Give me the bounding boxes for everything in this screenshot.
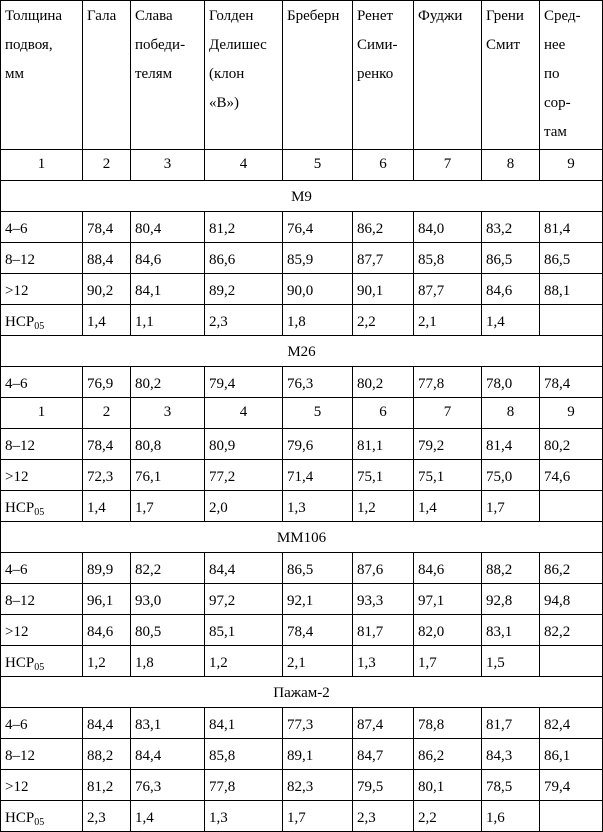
table-row [1,615,603,646]
value-cell: 88,2 [482,553,540,584]
header-line: «В») [209,95,239,111]
value-cell: 77,2 [205,460,283,491]
value-cell: 81,4 [540,212,603,243]
value-cell: 82,3 [283,770,353,801]
table-row [1,212,603,243]
value-cell: 72,3 [83,460,131,491]
value-cell: 71,4 [283,460,353,491]
value-cell: 83,1 [131,708,205,739]
value-cell: 1,8 [283,305,353,336]
hsr-label-subscript: 05 [34,321,45,332]
value-cell: 78,4 [83,429,131,460]
thickness-cell: 4–6 [1,212,83,243]
thickness-cell: 4–6 [1,708,83,739]
header-line: Грени [486,8,524,24]
table-row [1,553,603,584]
column-number-cell: 2 [83,150,131,181]
value-cell: 80,1 [414,770,482,801]
value-cell: 84,1 [205,708,283,739]
value-cell: 85,8 [414,243,482,274]
header-line: победи- [135,37,186,53]
value-cell: 78,8 [414,708,482,739]
table-row [1,274,603,305]
value-cell: 92,8 [482,584,540,615]
value-cell: 96,1 [83,584,131,615]
value-cell: 88,4 [83,243,131,274]
value-cell: 88,1 [540,274,603,305]
value-cell: 1,4 [414,491,482,522]
column-number-cell: 1 [1,150,83,181]
value-cell: 86,2 [353,212,414,243]
value-cell: 85,8 [205,739,283,770]
value-cell: 97,2 [205,584,283,615]
value-cell: 82,0 [414,615,482,646]
value-cell: 77,3 [283,708,353,739]
header-cell [205,1,283,150]
header-line: телям [135,66,173,82]
header-line: Слава [135,8,173,24]
hsr-row [1,646,603,677]
value-cell: 79,6 [283,429,353,460]
thickness-cell: 8–12 [1,429,83,460]
value-cell: 78,4 [540,367,603,398]
value-cell: 79,5 [353,770,414,801]
thickness-cell: 8–12 [1,243,83,274]
table-row [1,243,603,274]
rootstock-group-title: ММ106 [1,522,603,553]
value-cell: 1,8 [131,646,205,677]
value-cell: 76,3 [131,770,205,801]
rootstock-group-row [1,522,603,553]
value-cell [540,491,603,522]
hsr-label-subscript: 05 [34,507,45,518]
value-cell: 90,1 [353,274,414,305]
header-line: по [544,66,560,82]
value-cell: 84,4 [83,708,131,739]
column-number-cell: 5 [283,150,353,181]
value-cell: 84,7 [353,739,414,770]
value-cell: 97,1 [414,584,482,615]
value-cell: 81,1 [353,429,414,460]
hsr-label-cell [1,646,83,677]
value-cell: 1,4 [482,305,540,336]
value-cell: 86,5 [283,553,353,584]
value-cell: 77,8 [205,770,283,801]
value-cell: 81,2 [83,770,131,801]
table-body [1,1,603,832]
value-cell: 94,8 [540,584,603,615]
value-cell: 78,0 [482,367,540,398]
header-line: Ренет [357,8,394,24]
value-cell: 82,2 [131,553,205,584]
value-cell: 93,0 [131,584,205,615]
thickness-cell: 4–6 [1,553,83,584]
value-cell: 84,6 [414,553,482,584]
value-cell: 86,6 [205,243,283,274]
rootstock-group-title: М9 [1,181,603,212]
column-number-cell: 3 [131,398,205,429]
header-cell [283,1,353,150]
column-number-cell: 7 [414,398,482,429]
header-line: ренко [357,66,394,82]
value-cell: 92,1 [283,584,353,615]
value-cell: 87,7 [414,274,482,305]
rootstock-group-title: М26 [1,336,603,367]
value-cell: 1,2 [83,646,131,677]
value-cell [540,801,603,832]
value-cell: 86,2 [540,553,603,584]
thickness-cell: 8–12 [1,584,83,615]
table-row [1,770,603,801]
value-cell: 86,1 [540,739,603,770]
value-cell: 80,2 [131,367,205,398]
value-cell: 90,2 [83,274,131,305]
header-line: там [544,124,567,140]
rootstock-group-row [1,336,603,367]
value-cell: 2,0 [205,491,283,522]
value-cell: 1,3 [353,646,414,677]
thickness-cell: >12 [1,770,83,801]
value-cell: 81,7 [353,615,414,646]
table-row [1,708,603,739]
column-number-cell: 1 [1,398,83,429]
header-line: мм [5,66,24,82]
value-cell: 1,4 [83,491,131,522]
value-cell: 74,6 [540,460,603,491]
hsr-label: НСР [5,314,35,330]
value-cell: 1,4 [131,801,205,832]
rootstock-group-row [1,181,603,212]
value-cell: 81,7 [482,708,540,739]
rootstock-group-row [1,677,603,708]
header-line: Гала [87,8,117,24]
value-cell: 80,5 [131,615,205,646]
value-cell: 1,5 [482,646,540,677]
table-row [1,584,603,615]
column-number-cell: 5 [283,398,353,429]
value-cell: 75,1 [353,460,414,491]
header-cell [131,1,205,150]
header-line: Бреберн [287,8,340,24]
value-cell: 1,7 [283,801,353,832]
value-cell: 1,2 [205,646,283,677]
hsr-label-subscript: 05 [34,817,45,828]
value-cell: 76,4 [283,212,353,243]
value-cell: 2,2 [414,801,482,832]
column-number-cell: 6 [353,150,414,181]
hsr-row [1,491,603,522]
column-number-cell: 9 [540,398,603,429]
value-cell: 1,3 [283,491,353,522]
value-cell: 76,1 [131,460,205,491]
hsr-label: НСР [5,810,35,826]
value-cell: 1,7 [482,491,540,522]
hsr-row [1,801,603,832]
hsr-label-cell [1,801,83,832]
value-cell: 87,4 [353,708,414,739]
header-line: подвоя, [5,37,53,53]
value-cell: 86,5 [482,243,540,274]
header-line: сор- [544,95,571,111]
column-number-cell: 4 [205,150,283,181]
rootstock-group-title: Пажам-2 [1,677,603,708]
value-cell: 1,3 [205,801,283,832]
table-row [1,429,603,460]
value-cell: 82,2 [540,615,603,646]
value-cell [540,305,603,336]
table-row [1,460,603,491]
value-cell: 80,2 [540,429,603,460]
header-line: (клон [209,66,245,82]
value-cell: 80,4 [131,212,205,243]
header-line: Толщина [5,8,63,24]
value-cell: 83,2 [482,212,540,243]
thickness-cell: >12 [1,274,83,305]
value-cell: 81,2 [205,212,283,243]
column-number-cell: 4 [205,398,283,429]
value-cell: 75,1 [414,460,482,491]
value-cell: 90,0 [283,274,353,305]
value-cell: 1,2 [353,491,414,522]
value-cell: 2,3 [205,305,283,336]
column-number-cell: 8 [482,150,540,181]
hsr-label-cell [1,491,83,522]
value-cell: 81,4 [482,429,540,460]
value-cell: 79,2 [414,429,482,460]
value-cell: 83,1 [482,615,540,646]
header-line: Фуджи [418,8,463,24]
header-cell [482,1,540,150]
value-cell: 80,2 [353,367,414,398]
table-row [1,367,603,398]
value-cell: 78,5 [482,770,540,801]
value-cell: 87,7 [353,243,414,274]
header-line: Сред- [544,8,581,24]
value-cell: 84,3 [482,739,540,770]
value-cell: 84,0 [414,212,482,243]
value-cell: 84,6 [482,274,540,305]
header-row [1,1,603,150]
value-cell: 75,0 [482,460,540,491]
hsr-label-subscript: 05 [34,662,45,673]
table-row [1,739,603,770]
value-cell: 93,3 [353,584,414,615]
hsr-label: НСР [5,500,35,516]
value-cell: 89,9 [83,553,131,584]
value-cell: 78,4 [83,212,131,243]
header-cell [353,1,414,150]
hsr-label-cell [1,305,83,336]
value-cell: 85,1 [205,615,283,646]
value-cell: 2,1 [283,646,353,677]
value-cell: 82,4 [540,708,603,739]
header-cell [83,1,131,150]
value-cell: 84,4 [205,553,283,584]
value-cell: 78,4 [283,615,353,646]
value-cell: 1,7 [414,646,482,677]
value-cell: 84,6 [83,615,131,646]
thickness-cell: >12 [1,615,83,646]
value-cell: 85,9 [283,243,353,274]
value-cell: 76,9 [83,367,131,398]
value-cell: 77,8 [414,367,482,398]
value-cell: 79,4 [205,367,283,398]
value-cell: 79,4 [540,770,603,801]
header-cell [1,1,83,150]
column-number-cell: 6 [353,398,414,429]
value-cell: 84,4 [131,739,205,770]
column-number-cell: 9 [540,150,603,181]
value-cell: 88,2 [83,739,131,770]
thickness-cell: 4–6 [1,367,83,398]
value-cell: 87,6 [353,553,414,584]
thickness-cell: 8–12 [1,739,83,770]
value-cell: 1,7 [131,491,205,522]
value-cell: 2,3 [353,801,414,832]
value-cell: 1,6 [482,801,540,832]
value-cell [540,646,603,677]
header-line: Голден [209,8,254,24]
header-cell [414,1,482,150]
thickness-cell: >12 [1,460,83,491]
value-cell: 84,1 [131,274,205,305]
column-number-cell: 2 [83,398,131,429]
column-number-cell: 3 [131,150,205,181]
value-cell: 86,5 [540,243,603,274]
column-number-cell: 8 [482,398,540,429]
hsr-label: НСР [5,655,35,671]
value-cell: 89,1 [283,739,353,770]
value-cell: 80,8 [131,429,205,460]
column-number-cell: 7 [414,150,482,181]
column-number-row [1,150,603,181]
header-line: Сими- [357,37,398,53]
value-cell: 86,2 [414,739,482,770]
column-number-row [1,398,603,429]
value-cell: 2,1 [414,305,482,336]
value-cell: 2,3 [83,801,131,832]
value-cell: 76,3 [283,367,353,398]
value-cell: 89,2 [205,274,283,305]
value-cell: 1,1 [131,305,205,336]
header-cell [540,1,603,150]
header-line: нее [544,37,566,53]
value-cell: 2,2 [353,305,414,336]
hsr-row [1,305,603,336]
value-cell: 80,9 [205,429,283,460]
header-line: Делишес [209,37,267,53]
header-line: Смит [486,37,521,53]
value-cell: 84,6 [131,243,205,274]
value-cell: 1,4 [83,305,131,336]
